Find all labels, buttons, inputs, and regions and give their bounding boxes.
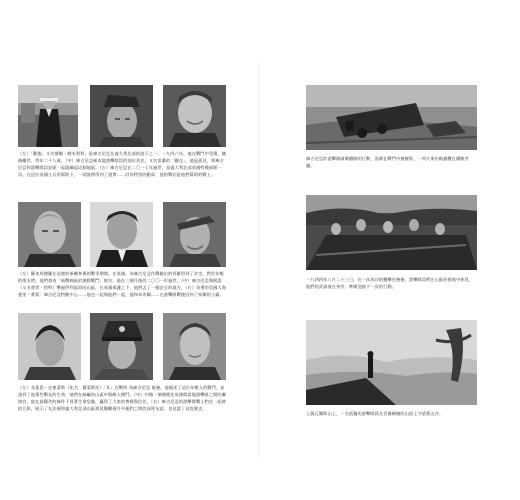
portrait-young-man-photo [18,313,81,380]
caption-partisans: 一九四四年八月二十三日，在一次成功的襲擊任務後，游擊隊員們在山區的營地中休息，他們的武器放在身旁，準備迎接下一次的行動。 [306,277,474,290]
caption-lookout: 上薩瓦爾斯山上，一名孤獨的游擊隊員在雲霧繚繞的山頂上守望著山谷。 [306,411,444,416]
portrait-officer-cap-photo [90,85,153,147]
portrait-bald-man-photo [18,202,81,267]
right-page [260,0,520,500]
portrait-man-parted-hair-photo [163,313,226,380]
partisans-group-photo [306,195,477,270]
caption-row-3: （左）布萊恩・史東蒙斯（化名：蕭萊斯托）「Ｋ」在戰時 為庫吉尼亞 服務。他描述了這位年輕人的戰鬥，並談到了他那些戰友的生命，他們在崎嶇的山區中與敵人搏鬥。（中）約翰・瑞德擔任英國與當地游擊隊之間的聯絡官。他在最艱苦的條件下冒著生命危險，贏得了大家的尊敬與信任。（右）庫吉尼亞的游擊隊戰士們在一起時的合影，展示了在法國和義大利北部山區那段艱難歲月中他們之間的深厚友誼，也見證了這段歷史。 [18,385,226,412]
portrait-smiling-man-photo [163,85,226,147]
portrait-sailor-photo [18,85,78,147]
caption-row-1: （左）「動態」又名歷爾・勒米利科，是庫吉尼亞在義大利北部的游子之一。一九四六年，他在戰鬥中受傷，隨後離世，得年二十八歲。（中）庫吉尼亞極本地游擊隊員的加拉列克，又名雷桑的「鐵克」，他是孤兒，和庫吉尼亞和游擊隊員安妮一起組織起這個地區。（右）庫吉尼亞在二〇一七年過世，是義大利北部英國特種部隊一員。在這位英國士兵的幫助下，一則流傳得到了證實……評為特別的勳章，他的戰功是他們幫助的戰士。 [18,151,226,178]
portrait-officer-peaked-cap-photo [90,313,153,380]
portrait-suited-man-photo [90,202,153,267]
caption-train: 庫吉尼亞的游擊隊破壞鐵路的行動，設備在戰鬥中被摧毀，一列火車出軌翻覆在鐵軌旁邊。 [306,156,469,169]
derailed-train-photo [306,85,477,150]
mountain-lookout-photo [306,320,477,405]
portrait-soldier-cap-photo [163,202,226,267]
caption-row-2: （左）羅本馬德羅在這裡的軍團參與的戰爭期間。在英國，為庫吉尼亞作戰做出的貢獻得到了肯定。對於年輕的朋友們，他們發表「新戰線區的激動戰鬥」報告，他在三個月後的二〇〇一年過世。（中）庫吉尼亞與阿諾（又名勇者・恰特）攀過伊利高原的山區，在英國保護之下，他們去了一個安全的地方。（右）英勇的美國人海曼里・實蒙：庫吉尼亞特勤中心……他也一起與他們一起，他和米奇爾……在游擊隊戰後回到了家鄉的小鎮。 [18,271,226,298]
